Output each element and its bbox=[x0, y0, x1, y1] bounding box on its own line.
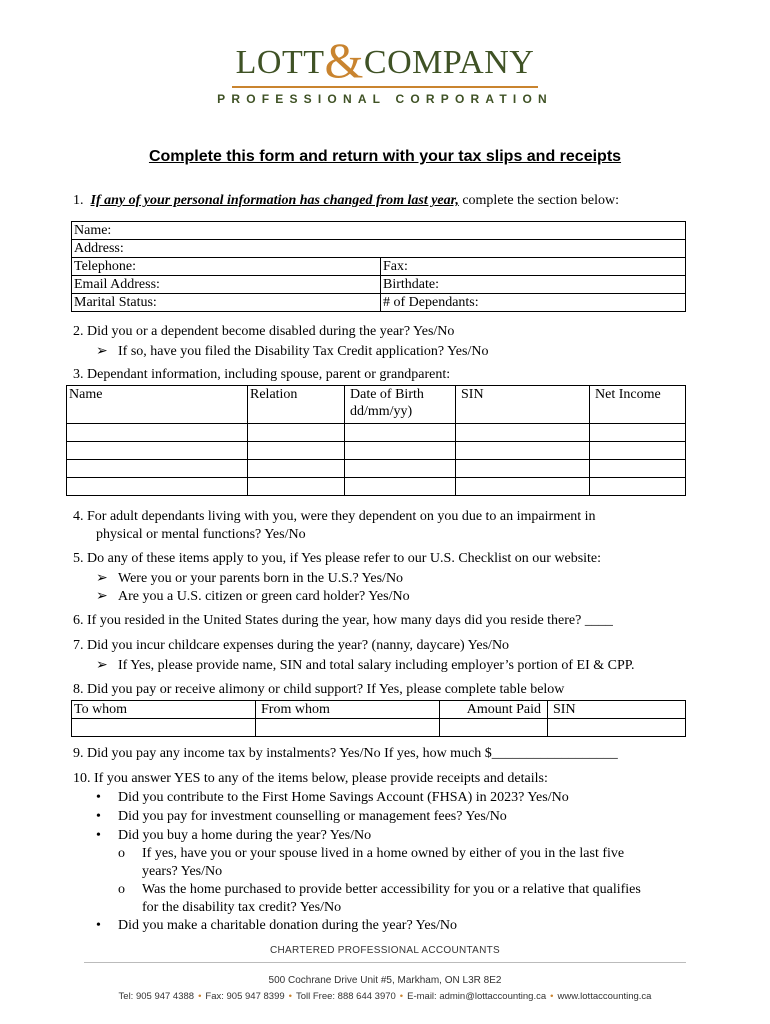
email-field[interactable]: Email Address: bbox=[72, 276, 381, 294]
question-5-sub-2 bbox=[96, 588, 410, 605]
footer-contacts bbox=[0, 991, 770, 1002]
dependants-row[interactable] bbox=[67, 424, 686, 442]
alimony-header-to-whom: To whom bbox=[72, 701, 256, 719]
logo-name-company: COMPANY bbox=[363, 44, 535, 81]
question-10-sub-1-cont: years? Yes/No bbox=[142, 864, 223, 879]
question-5: 5. Do any of these items apply to you, if Yes please refer to our U.S. Checklist on our website: bbox=[73, 551, 602, 566]
dependants-header-sin: SIN bbox=[456, 386, 590, 424]
q10-b3-text: Did you buy a home during the year? Yes/No bbox=[118, 828, 372, 843]
question-7-sub bbox=[96, 657, 635, 674]
q10-b1-text: Did you contribute to the First Home Savings Account (FHSA) in 2023? Yes/No bbox=[118, 790, 569, 805]
dependants-header-dob bbox=[345, 386, 456, 424]
dependants-header-net-income: Net Income bbox=[590, 386, 686, 424]
circle-bullet-icon: o bbox=[118, 882, 125, 897]
dob-format: dd/mm/yy) bbox=[350, 404, 413, 419]
fax-field[interactable]: Fax: bbox=[381, 258, 686, 276]
question-7: 7. Did you incur childcare expenses during the year? (nanny, daycare) Yes/No bbox=[73, 638, 510, 653]
alimony-header-from-whom: From whom bbox=[256, 701, 440, 719]
logo-name-lott: LOTT bbox=[235, 44, 325, 81]
arrow-bullet-icon: ➢ bbox=[96, 658, 108, 673]
question-4-line-1: 4. For adult dependants living with you, were they dependent on you due to an impairment in bbox=[73, 509, 596, 524]
q5-sub2-text: Are you a U.S. citizen or green card holder? Yes/No bbox=[118, 589, 410, 604]
question-8: 8. Did you pay or receive alimony or child support? If Yes, please complete table below bbox=[73, 682, 565, 697]
bullet-icon: • bbox=[96, 790, 101, 805]
logo-rule bbox=[232, 86, 538, 88]
question-10-bullet-3 bbox=[96, 828, 371, 844]
arrow-bullet-icon: ➢ bbox=[96, 589, 108, 604]
dependants-row[interactable] bbox=[67, 460, 686, 478]
footer-separator: • bbox=[198, 991, 202, 1002]
question-4-line-2: physical or mental functions? Yes/No bbox=[96, 527, 306, 542]
question-9: 9. Did you pay any income tax by instalments? Yes/No If yes, how much $__________________ bbox=[73, 746, 618, 761]
arrow-bullet-icon: ➢ bbox=[96, 571, 108, 586]
dependants-table bbox=[66, 385, 686, 496]
logo-subtitle: PROFESSIONAL CORPORATION bbox=[217, 92, 553, 106]
footer-designation: CHARTERED PROFESSIONAL ACCOUNTANTS bbox=[269, 945, 501, 956]
marital-status-field[interactable]: Marital Status: bbox=[72, 294, 381, 312]
question-10-sub-2-cont: for the disability tax credit? Yes/No bbox=[142, 900, 342, 915]
q10-s2-line1: Was the home purchased to provide better accessibility for you or a relative that qualifies bbox=[142, 882, 641, 897]
footer-tel: Tel: 905 947 4388 bbox=[118, 991, 195, 1002]
dependants-header-name: Name bbox=[67, 386, 248, 424]
dependants-field[interactable]: # of Dependants: bbox=[381, 294, 686, 312]
bullet-icon: • bbox=[96, 809, 101, 824]
q10-b4-text: Did you make a charitable donation during the year? Yes/No bbox=[118, 918, 458, 933]
question-6: 6. If you resided in the United States during the year, how many days did you reside there? ____ bbox=[73, 613, 613, 628]
birthdate-field[interactable]: Birthdate: bbox=[381, 276, 686, 294]
question-3: 3. Dependant information, including spouse, parent or grandparent: bbox=[73, 367, 451, 382]
q7-sub-text: If Yes, please provide name, SIN and total salary including employer’s portion of EI & CPP. bbox=[118, 658, 635, 673]
question-5-sub-1 bbox=[96, 570, 403, 587]
question-10-sub-2 bbox=[118, 882, 641, 898]
form-title: Complete this form and return with your tax slips and receipts bbox=[148, 148, 622, 165]
question-2: 2. Did you or a dependent become disabled during the year? Yes/No bbox=[73, 324, 455, 339]
dependants-header-relation: Relation bbox=[248, 386, 345, 424]
q1-number: 1. bbox=[73, 193, 84, 208]
logo-wordmark bbox=[235, 32, 535, 88]
q1-emphasis: If any of your personal information has changed from last year, bbox=[90, 193, 459, 208]
telephone-field[interactable]: Telephone: bbox=[72, 258, 381, 276]
footer-tollfree: Toll Free: 888 644 3970 bbox=[295, 991, 396, 1002]
alimony-header-amount-paid: Amount Paid bbox=[440, 701, 548, 719]
footer-fax: Fax: 905 947 8399 bbox=[205, 991, 285, 1002]
bullet-icon: • bbox=[96, 828, 101, 843]
alimony-row[interactable] bbox=[72, 719, 686, 737]
name-field[interactable]: Name: bbox=[72, 222, 686, 240]
alimony-table bbox=[71, 700, 686, 737]
q10-s1-line1: If yes, have you or your spouse lived in a home owned by either of you in the last five bbox=[142, 846, 625, 861]
q5-sub1-text: Were you or your parents born in the U.S.? Yes/No bbox=[118, 571, 404, 586]
footer-rule bbox=[84, 962, 686, 963]
bullet-icon: • bbox=[96, 918, 101, 933]
footer-email[interactable]: E-mail: admin@lottaccounting.ca bbox=[407, 991, 547, 1002]
question-10-bullet-4 bbox=[96, 918, 457, 934]
question-10-sub-1 bbox=[118, 846, 624, 862]
q1-rest: complete the section below: bbox=[458, 193, 620, 208]
footer-address: 500 Cochrane Drive Unit #5, Markham, ON L3R 8E2 bbox=[268, 975, 502, 986]
dob-label: Date of Birth bbox=[350, 387, 424, 402]
footer-separator: • bbox=[550, 991, 554, 1002]
question-10: 10. If you answer YES to any of the items below, please provide receipts and details: bbox=[73, 771, 548, 786]
footer-separator: • bbox=[399, 991, 404, 1002]
circle-bullet-icon: o bbox=[118, 846, 125, 861]
question-2-sub bbox=[96, 343, 488, 360]
question-10-bullet-1 bbox=[96, 790, 569, 806]
q10-b2-text: Did you pay for investment counselling or management fees? Yes/No bbox=[118, 809, 507, 824]
question-1 bbox=[73, 193, 619, 209]
alimony-header-sin: SIN bbox=[548, 701, 686, 719]
personal-info-table bbox=[71, 221, 686, 312]
footer-separator: • bbox=[288, 991, 292, 1002]
question-10-bullet-2 bbox=[96, 809, 507, 825]
logo-ampersand: & bbox=[324, 32, 364, 88]
arrow-bullet-icon: ➢ bbox=[96, 344, 108, 359]
footer-website[interactable]: www.lottaccounting.ca bbox=[557, 991, 652, 1002]
dependants-row[interactable] bbox=[67, 442, 686, 460]
address-field[interactable]: Address: bbox=[72, 240, 686, 258]
company-logo bbox=[0, 32, 770, 106]
q2-sub-text: If so, have you filed the Disability Tax Credit application? Yes/No bbox=[118, 344, 489, 359]
dependants-row[interactable] bbox=[67, 478, 686, 496]
